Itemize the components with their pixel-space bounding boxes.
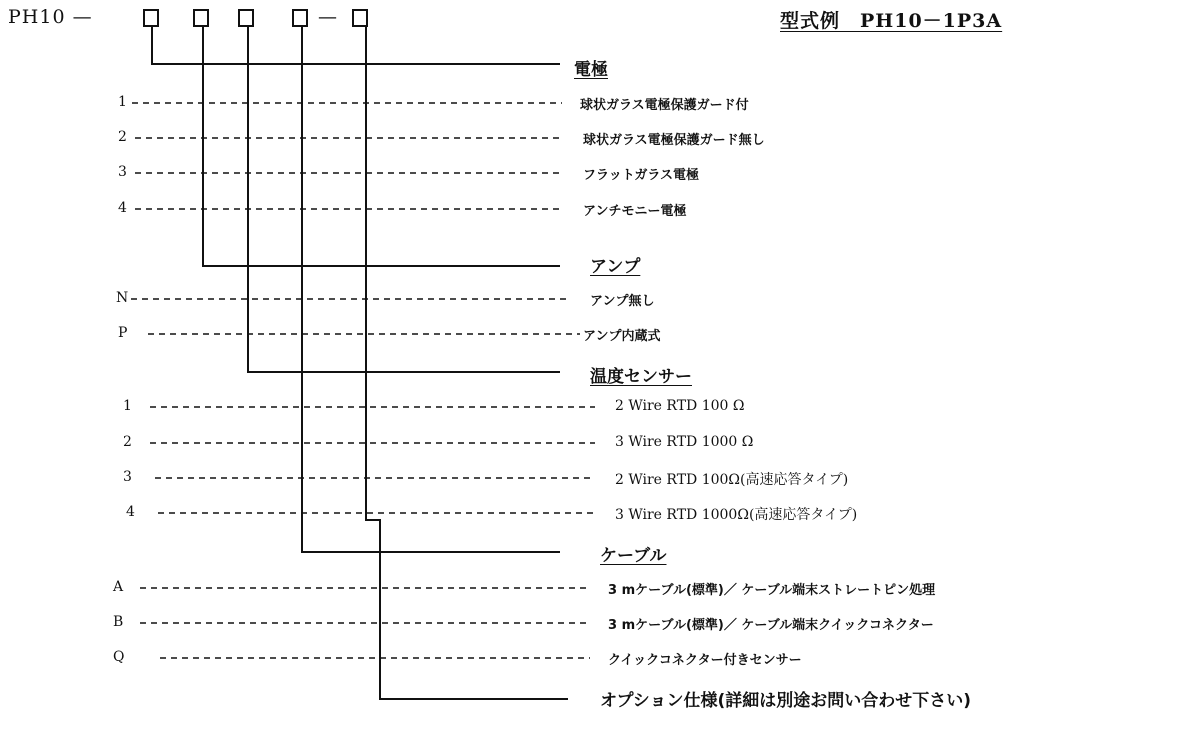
cable-code-b: B	[113, 614, 124, 630]
electrode-desc-1: 球状ガラス電極保護ガード付	[580, 98, 749, 113]
cable-desc-q: クイックコネクター付きセンサー	[608, 653, 802, 668]
section-amp-title: アンプ	[590, 257, 641, 277]
section-option-title: オプション仕様(詳細は別途お問い合わせ下さい)	[600, 691, 972, 711]
temp-code-3: 3	[123, 469, 132, 485]
electrode-code-1: 1	[118, 94, 127, 110]
temp-desc-1: 2 Wire RTD 100 Ω	[615, 398, 745, 414]
amp-code-p: P	[118, 325, 128, 341]
amp-code-n: N	[116, 290, 129, 306]
temp-code-4: 4	[126, 504, 135, 520]
section-cable-title: ケーブル	[600, 546, 667, 566]
section-temp-title: 温度センサー	[590, 367, 692, 387]
model-prefix: PH10 —	[8, 6, 93, 28]
temp-desc-3: 2 Wire RTD 100Ω(高速応答タイプ)	[615, 472, 849, 488]
electrode-desc-4: アンチモニー電極	[583, 204, 687, 219]
model-dash: —	[318, 6, 338, 28]
model-example: 型式例 PH10－1P3A	[780, 10, 1003, 32]
electrode-code-4: 4	[118, 200, 127, 216]
temp-code-2: 2	[123, 434, 132, 450]
electrode-code-3: 3	[118, 164, 127, 180]
cable-desc-a: 3 mケーブル(標準)／ ケーブル端末ストレートピン処理	[608, 583, 936, 598]
electrode-desc-2: 球状ガラス電極保護ガード無し	[583, 133, 765, 148]
section-electrode-title: 電極	[574, 60, 608, 80]
temp-desc-2: 3 Wire RTD 1000 Ω	[615, 434, 754, 450]
cable-desc-b: 3 mケーブル(標準)／ ケーブル端末クイックコネクター	[608, 618, 934, 633]
cable-code-a: A	[113, 579, 124, 595]
temp-desc-4: 3 Wire RTD 1000Ω(高速応答タイプ)	[615, 507, 858, 523]
electrode-desc-3: フラットガラス電極	[583, 168, 699, 183]
temp-code-1: 1	[123, 398, 132, 414]
cable-code-q: Q	[113, 649, 125, 665]
electrode-code-2: 2	[118, 129, 127, 145]
amp-desc-n: アンプ無し	[590, 294, 655, 309]
amp-desc-p: アンプ内蔵式	[583, 329, 661, 344]
